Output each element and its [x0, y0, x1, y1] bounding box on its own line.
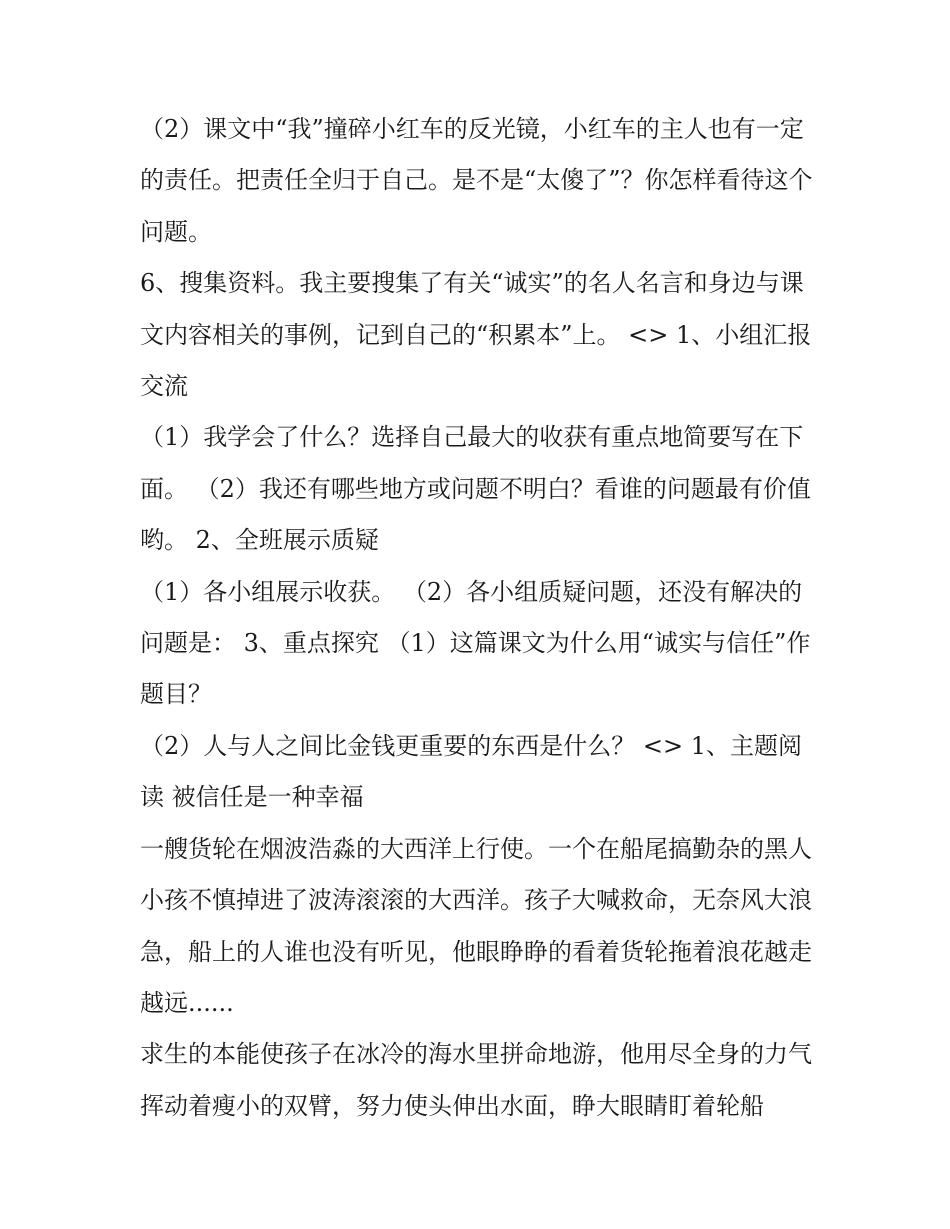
paragraph-theme-reading-title: （2）人与人之间比金钱更重要的东西是什么？ <> 1、主题阅读 被信任是一种幸福	[140, 731, 803, 812]
paragraph-item-6-collect-materials: 6、搜集资料。我主要搜集了有关“诚实”的名人名言和身边与课文内容相关的事例，记到自己的“积累本”上。 <> 1、小组汇报交流	[140, 269, 812, 401]
paragraph-story-survival: 求生的本能使孩子在冰冷的海水里拼命地游，他用尽全身的力气挥动着瘦小的双臂，努力使头伸出水面，睁大眼睛盯着轮船	[140, 1040, 812, 1120]
paragraph-what-i-learned: （1）我学会了什么？选择自己最大的收获有重点地简要写在下面。 （2）我还有哪些地方或问题不明白？看谁的问题最有价值哟。 2、全班展示质疑	[140, 423, 811, 555]
paragraph-story-freighter: 一艘货轮在烟波浩淼的大西洋上行使。一个在船尾搞勤杂的黑人小孩不慎掉进了波涛滚滚的大西洋。孩子大喊救命，无奈风大浪急，船上的人谁也没有听见，他眼睁睁的看着货轮拖着浪花越走越远......	[140, 834, 812, 1017]
document-body	[140, 104, 820, 1132]
paragraph-group-results: （1）各小组展示收获。 （2）各小组质疑问题，还没有解决的问题是： 3、重点探究 （1）这篇课文为什么用“诚实与信任”作题目？	[140, 577, 811, 709]
paragraph-question-2-mirror: （2）课文中“我”撞碎小红车的反光镜，小红车的主人也有一定的责任。把责任全归于自己。是不是“太傻了”？你怎样看待这个问题。	[140, 115, 813, 246]
